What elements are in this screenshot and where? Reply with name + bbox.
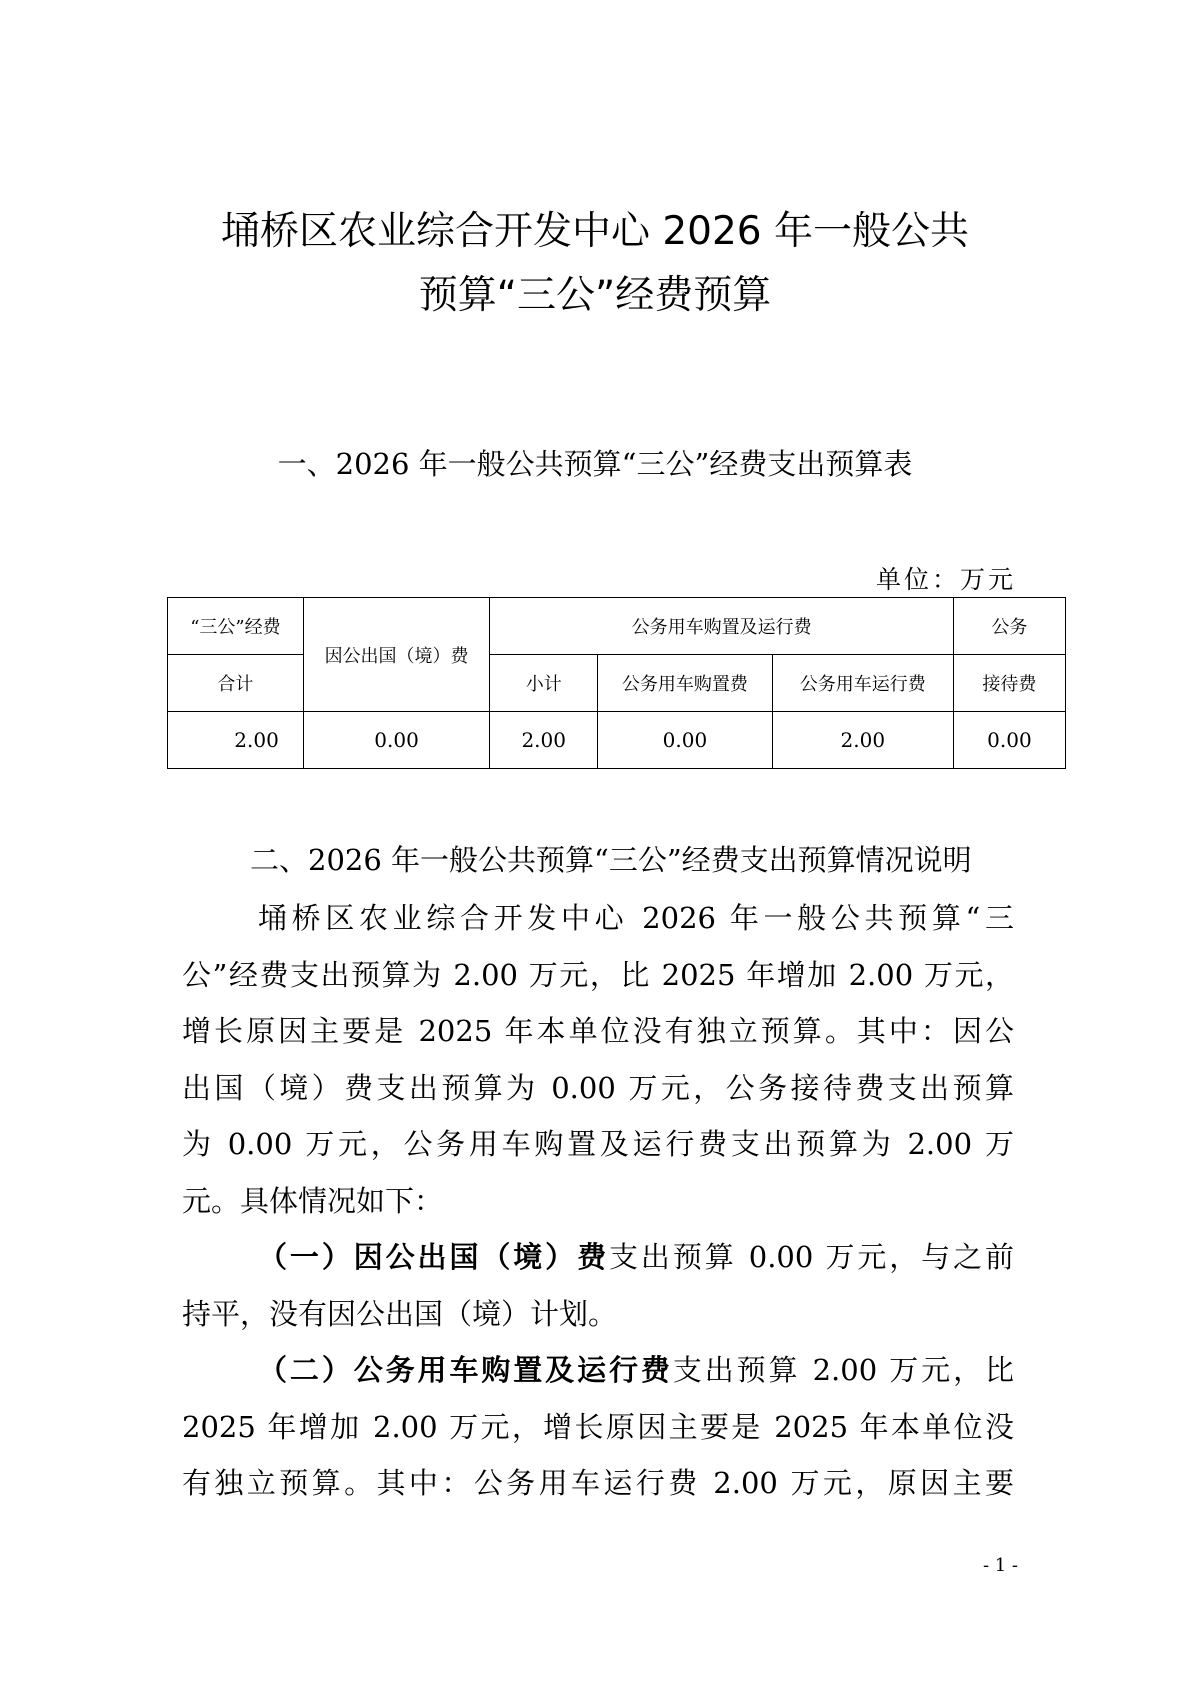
budget-table bbox=[167, 597, 1066, 769]
page-number: - 1 - bbox=[982, 1555, 1018, 1576]
cell-reception: 0.00 bbox=[953, 712, 1065, 769]
header-vehicle-running: 公务用车运行费 bbox=[772, 655, 953, 712]
header-total: “三公”经费 bbox=[168, 598, 304, 655]
item-1-title: （一）因公出国（境）费 bbox=[258, 1240, 609, 1274]
cell-vehicle-running: 2.00 bbox=[772, 712, 953, 769]
text-line: 2025 年增加 2.00 万元，增长原因主要是 2025 年本单位没 bbox=[182, 1409, 1014, 1444]
cell-total: 2.00 bbox=[168, 712, 304, 769]
text-line: 埇桥区农业综合开发中心 2026 年一般公共预算“三 bbox=[258, 901, 1014, 935]
body-text bbox=[182, 890, 1014, 1512]
cell-abroad: 0.00 bbox=[303, 712, 489, 769]
text-line: 有独立预算。其中：公务用车运行费 2.00 万元，原因主要 bbox=[182, 1466, 1014, 1500]
document-title bbox=[0, 200, 1190, 328]
item-2-title: （二）公务用车购置及运行费 bbox=[258, 1353, 673, 1387]
header-abroad: 因公出国（境）费 bbox=[303, 598, 489, 712]
title-line-2: 预算“三公”经费预算 bbox=[418, 273, 772, 318]
cell-vehicle-subtotal: 2.00 bbox=[490, 712, 598, 769]
header-vehicle-purchase: 公务用车购置费 bbox=[598, 655, 773, 712]
text-line: 公”经费支出预算为 2.00 万元，比 2025 年增加 2.00 万元， bbox=[182, 957, 1014, 992]
text-line: 增长原因主要是 2025 年本单位没有独立预算。其中：因公 bbox=[182, 1014, 1014, 1048]
text-line: 为 0.00 万元，公务用车购置及运行费支出预算为 2.00 万 bbox=[182, 1127, 1014, 1161]
table-row bbox=[168, 712, 1066, 769]
item-2: （二）公务用车购置及运行费支出预算 2.00 万元，比 bbox=[258, 1353, 1014, 1387]
header-vehicle-subtotal: 小计 bbox=[490, 655, 598, 712]
cell-vehicle-purchase: 0.00 bbox=[598, 712, 773, 769]
item-1: （一）因公出国（境）费支出预算 0.00 万元，与之前 bbox=[258, 1240, 1014, 1274]
header-vehicle: 公务用车购置及运行费 bbox=[490, 598, 954, 655]
header-reception: 公务 bbox=[953, 598, 1065, 655]
text-line: 持平，没有因公出国（境）计划。 bbox=[182, 1296, 618, 1331]
header-total-b: 合计 bbox=[168, 655, 304, 712]
text-line: 出国（境）费支出预算为 0.00 万元，公务接待费支出预算 bbox=[182, 1070, 1014, 1105]
title-line-1: 埇桥区农业综合开发中心 2026 年一般公共 bbox=[220, 209, 970, 254]
section-1-heading: 一、2026 年一般公共预算“三公”经费支出预算表 bbox=[277, 447, 913, 481]
section-2-heading: 二、2026 年一般公共预算“三公”经费支出预算情况说明 bbox=[250, 843, 972, 877]
header-reception-b: 接待费 bbox=[953, 655, 1065, 712]
unit-label: 单位：万元 bbox=[875, 565, 1016, 594]
text-line: 元。具体情况如下： bbox=[182, 1183, 444, 1218]
